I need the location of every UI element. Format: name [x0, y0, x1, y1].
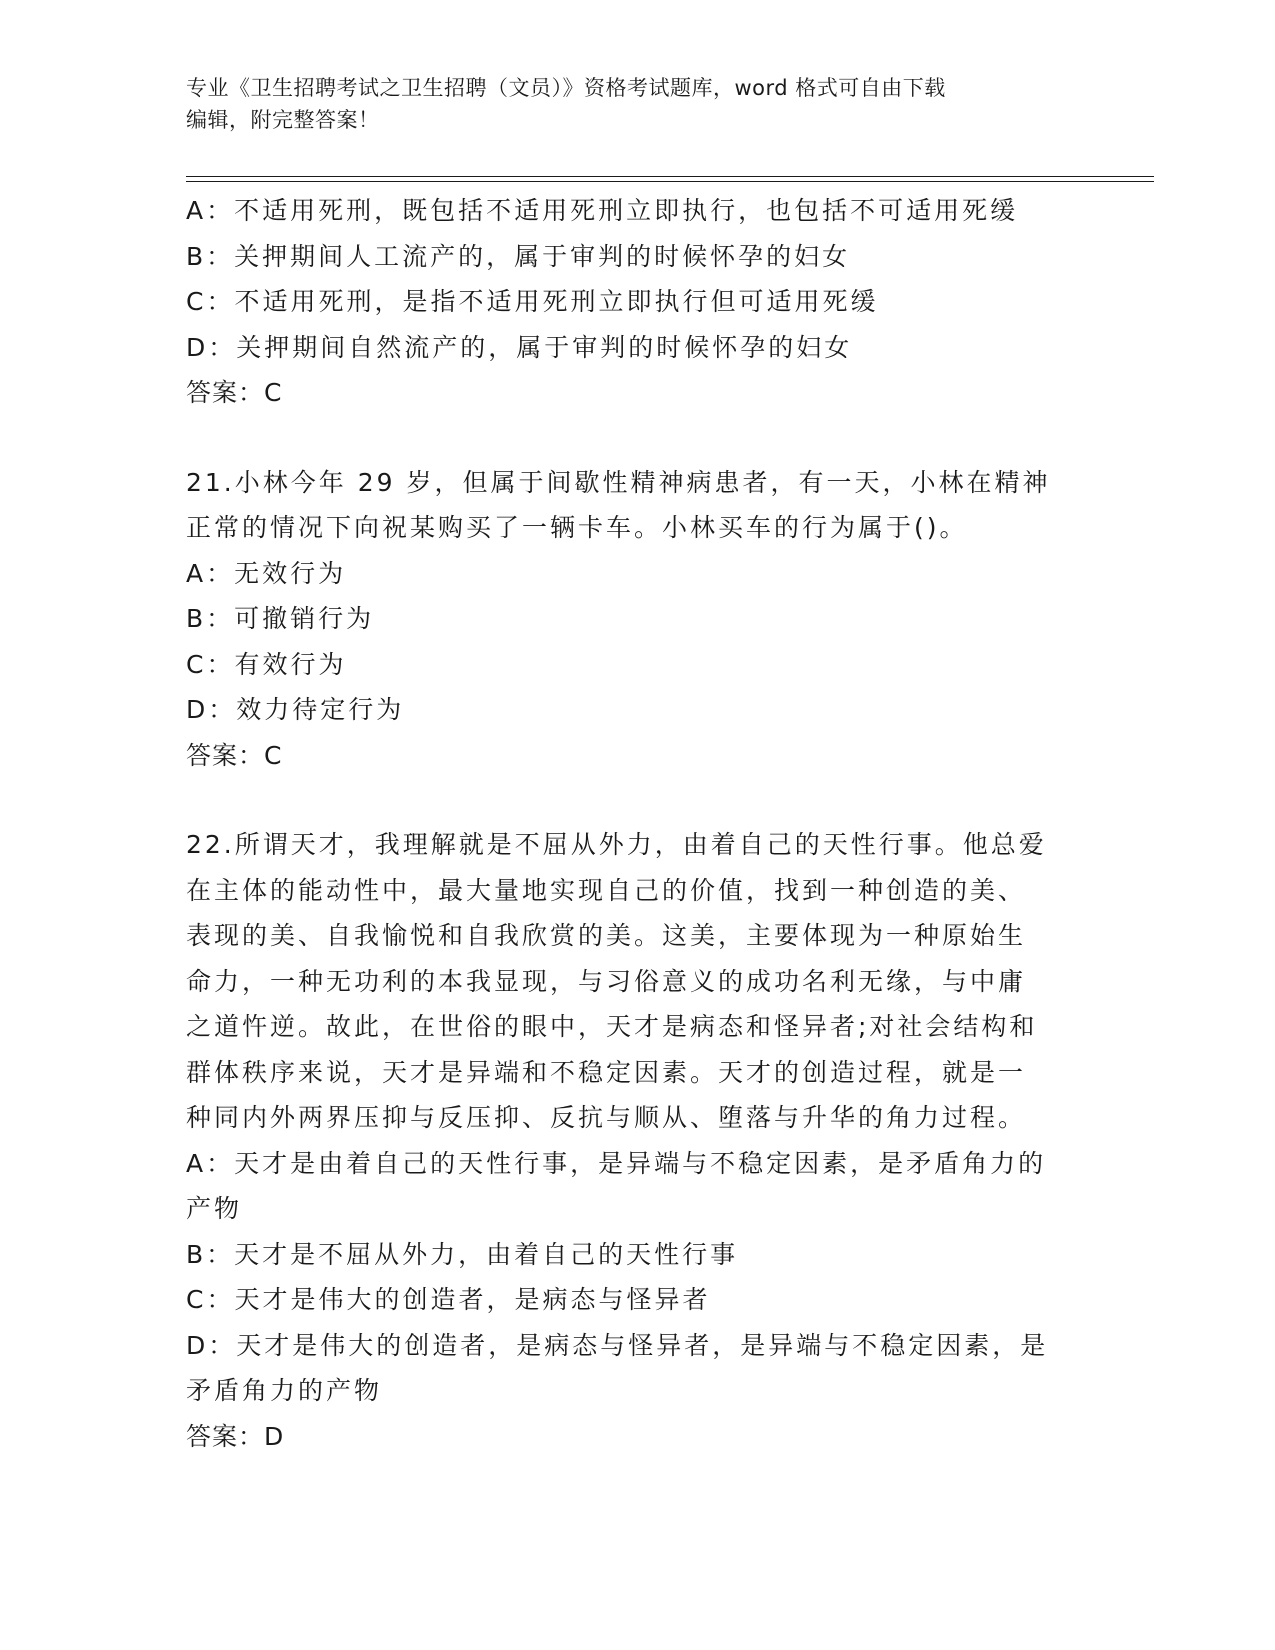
option-a: A：不适用死刑，既包括不适用死刑立即执行，也包括不可适用死缓 — [186, 196, 1019, 225]
option-d-continued: 矛盾角力的产物 — [186, 1376, 383, 1405]
document-body — [186, 188, 1086, 1459]
header-rule-top — [186, 176, 1154, 177]
answer-line: 答案：C — [186, 740, 283, 770]
option-c: C：有效行为 — [186, 649, 347, 679]
option-d: D：效力待定行为 — [186, 695, 405, 724]
option-b: B：关押期间人工流产的，属于审判的时候怀孕的妇女 — [186, 241, 851, 271]
header-rule-bottom — [186, 181, 1154, 182]
question-stem-line: 22.所谓天才，我理解就是不屈从外力，由着自己的天性行事。他总爱 — [186, 830, 1047, 859]
question-stem-line: 群体秩序来说，天才是异端和不稳定因素。天才的创造过程，就是一 — [186, 1057, 1027, 1087]
option-c: C：不适用死刑，是指不适用死刑立即执行但可适用死缓 — [186, 287, 879, 316]
question-stem-line: 种同内外两界压抑与反压抑、反抗与顺从、堕落与升华的角力过程。 — [186, 1103, 1027, 1132]
question-stem-line: 正常的情况下向祝某购买了一辆卡车。小林买车的行为属于()。 — [186, 513, 968, 542]
option-b: B：可撤销行为 — [186, 604, 375, 633]
document-header — [186, 72, 1066, 136]
option-a-continued: 产物 — [186, 1194, 243, 1223]
answer-line: 答案：C — [186, 378, 283, 407]
question-stem-line: 21.小林今年 29 岁，但属于间歇性精神病患者，有一天，小林在精神 — [186, 467, 1051, 497]
question-20-continuation — [186, 188, 1086, 416]
question-stem-line: 在主体的能动性中，最大量地实现自己的价值，找到一种创造的美、 — [186, 875, 1027, 905]
question-21 — [186, 460, 1086, 779]
option-d: D：天才是伟大的创造者，是病态与怪异者，是异端与不稳定因素，是 — [186, 1330, 1049, 1360]
option-b: B：天才是不屈从外力，由着自己的天性行事 — [186, 1239, 739, 1269]
header-line-2: 编辑，附完整答案！ — [186, 108, 380, 132]
question-stem-line: 之道忤逆。故此，在世俗的眼中，天才是病态和怪异者;对社会结构和 — [186, 1012, 1038, 1041]
answer-line: 答案：D — [186, 1421, 285, 1451]
option-d: D：关押期间自然流产的，属于审判的时候怀孕的妇女 — [186, 332, 853, 362]
option-a: A：天才是由着自己的天性行事，是异端与不稳定因素，是矛盾角力的 — [186, 1148, 1047, 1178]
question-22 — [186, 822, 1086, 1459]
question-stem-line: 命力，一种无功利的本我显现，与习俗意义的成功名利无缘，与中庸 — [186, 966, 1027, 996]
question-stem-line: 表现的美、自我愉悦和自我欣赏的美。这美，主要体现为一种原始生 — [186, 921, 1027, 950]
option-c: C：天才是伟大的创造者，是病态与怪异者 — [186, 1285, 711, 1314]
option-a: A：无效行为 — [186, 558, 347, 588]
header-line-1: 专业《卫生招聘考试之卫生招聘（文员）》资格考试题库，word 格式可自由下载 — [186, 76, 946, 100]
